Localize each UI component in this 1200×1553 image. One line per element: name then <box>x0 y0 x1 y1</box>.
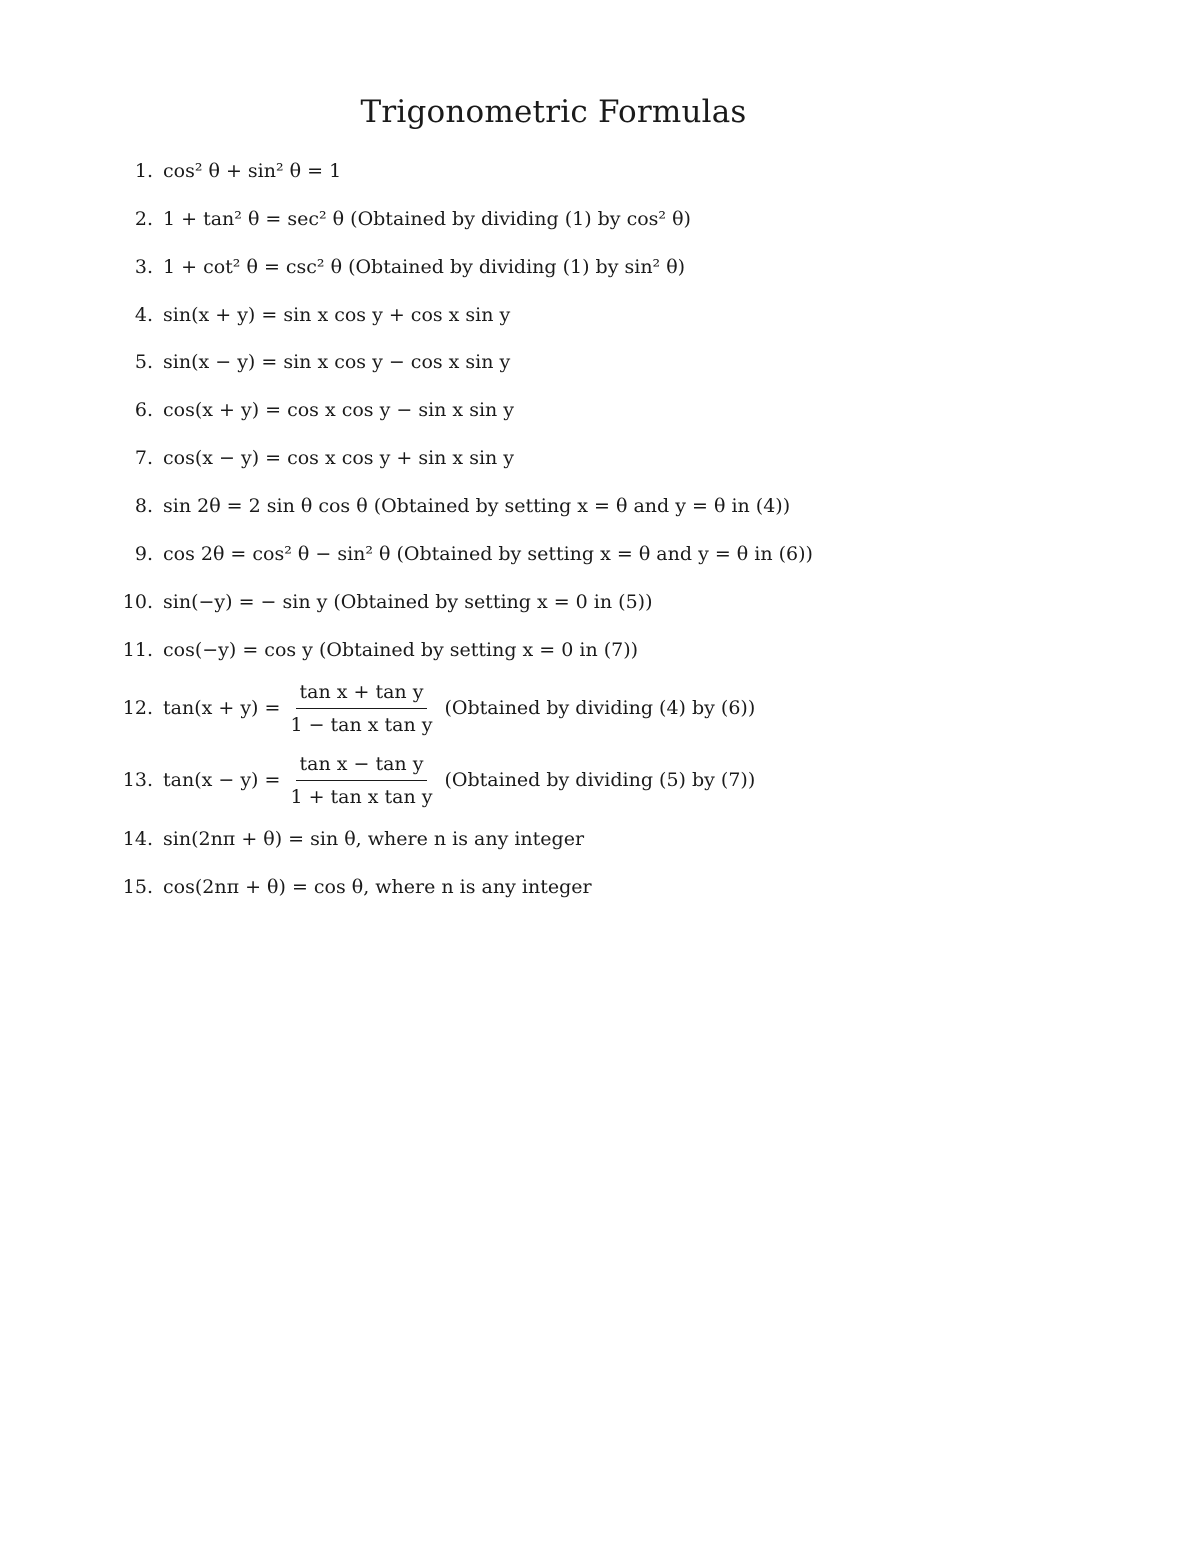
formula-1 <box>0 151 341 191</box>
formula-11 <box>0 630 638 670</box>
formula-15 <box>0 867 592 907</box>
formula-6 <box>0 390 514 430</box>
formula-number: 10. <box>122 591 153 613</box>
formula-lhs: tan(x + y) = <box>163 697 281 719</box>
fraction <box>286 751 436 810</box>
formula-text: cos² θ + sin² θ = 1 <box>163 160 342 182</box>
formula-7 <box>0 438 514 478</box>
formula-number: 12. <box>122 697 153 719</box>
fraction-numerator: tan x + tan y <box>296 679 428 709</box>
fraction-denominator: 1 + tan x tan y <box>290 785 433 808</box>
formula-2 <box>0 199 691 239</box>
fraction-numerator: tan x − tan y <box>296 751 428 781</box>
formula-number: 4. <box>134 304 153 326</box>
formula-4 <box>0 295 510 335</box>
formula-number: 13. <box>122 769 153 791</box>
formula-note: (Obtained by dividing (4) by (6)) <box>444 697 756 719</box>
formula-text: cos(x + y) = cos x cos y − sin x sin y <box>163 399 515 421</box>
formula-text: sin(x − y) = sin x cos y − cos x sin y <box>163 351 511 373</box>
formula-text: sin(2nπ + θ) = sin θ, where n is any integer <box>163 828 585 850</box>
formula-text: cos(x − y) = cos x cos y + sin x sin y <box>163 447 515 469</box>
formula-9 <box>0 534 813 574</box>
formula-number: 14. <box>122 828 153 850</box>
formula-text: cos(−y) = cos y (Obtained by setting x = 0 in (7)) <box>163 639 639 661</box>
formula-8 <box>0 486 790 526</box>
formula-text: 1 + cot² θ = csc² θ (Obtained by dividing (1) by sin² θ) <box>163 256 686 278</box>
fraction <box>286 679 436 738</box>
formula-5 <box>0 342 510 382</box>
formula-number: 3. <box>134 256 153 278</box>
fraction-denominator: 1 − tan x tan y <box>290 713 433 736</box>
formula-number: 7. <box>134 447 153 469</box>
formula-number: 1. <box>134 160 153 182</box>
formula-number: 11. <box>122 639 153 661</box>
page-title: Trigonometric Formulas <box>360 94 747 130</box>
formula-3 <box>0 247 685 287</box>
formula-13 <box>0 750 755 810</box>
formula-number: 6. <box>134 399 153 421</box>
formula-14 <box>0 819 584 859</box>
formula-number: 8. <box>134 495 153 517</box>
formula-10 <box>0 582 653 622</box>
formula-12 <box>0 678 755 738</box>
formula-number: 5. <box>134 351 153 373</box>
formula-number: 15. <box>122 876 153 898</box>
formula-text: sin(−y) = − sin y (Obtained by setting x = 0 in (5)) <box>163 591 653 613</box>
formula-text: 1 + tan² θ = sec² θ (Obtained by dividing (1) by cos² θ) <box>163 208 691 230</box>
formula-note: (Obtained by dividing (5) by (7)) <box>444 769 756 791</box>
formula-text: sin 2θ = 2 sin θ cos θ (Obtained by setting x = θ and y = θ in (4)) <box>163 495 791 517</box>
formula-text: sin(x + y) = sin x cos y + cos x sin y <box>163 304 511 326</box>
formula-lhs: tan(x − y) = <box>163 769 281 791</box>
formula-text: cos(2nπ + θ) = cos θ, where n is any integer <box>163 876 592 898</box>
formula-number: 9. <box>134 543 153 565</box>
formula-text: cos 2θ = cos² θ − sin² θ (Obtained by setting x = θ and y = θ in (6)) <box>163 543 813 565</box>
formula-number: 2. <box>134 208 153 230</box>
